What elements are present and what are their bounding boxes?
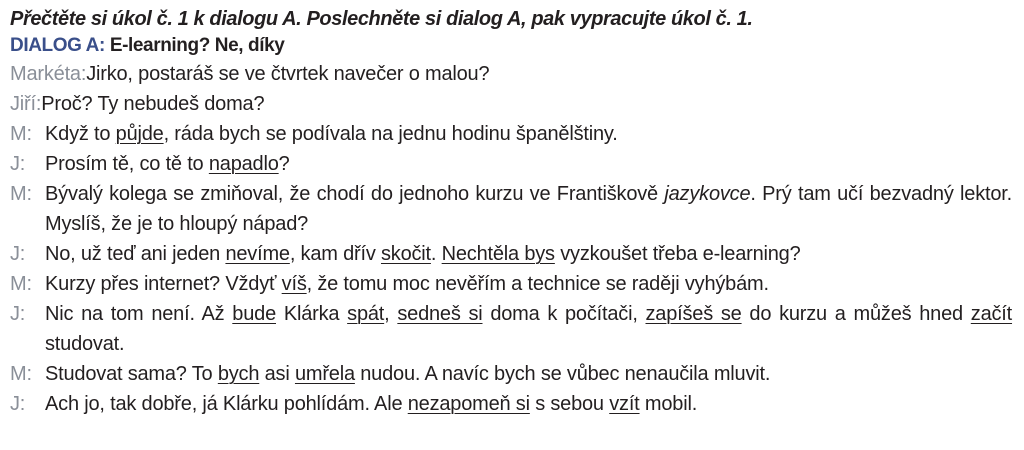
utterance <box>45 179 1012 239</box>
dialog-line <box>10 269 1012 299</box>
text-segment: , že tomu moc nevěřím a technice se raději vyhýbám. <box>306 273 769 295</box>
utterance <box>45 299 1012 359</box>
utterance <box>45 119 1012 149</box>
speaker-label: Markéta: <box>10 63 87 85</box>
utterance <box>45 359 1012 389</box>
dialog-line <box>10 179 1012 239</box>
underlined-word: nezapomeň si <box>407 393 530 415</box>
dialog-heading <box>10 32 1012 59</box>
dialog-line <box>10 299 1012 359</box>
utterance <box>86 59 1012 89</box>
text-segment: asi <box>259 363 295 385</box>
underlined-word: půjde <box>115 123 164 145</box>
text-segment: Klárka <box>276 303 348 325</box>
dialog-line <box>10 119 1012 149</box>
utterance <box>45 269 1012 299</box>
speaker-label: M: <box>10 123 32 145</box>
dialog-lines <box>10 59 1012 419</box>
text-segment: ? <box>278 153 290 175</box>
text-segment: Prosím tě, co tě to <box>45 153 209 175</box>
text-segment: Ach jo, tak dobře, já Klárku pohlídám. Ale <box>45 393 408 415</box>
text-segment: vyzkoušet třeba e-learning? <box>554 243 801 265</box>
underlined-word: bude <box>232 303 276 325</box>
text-segment: No, už teď ani jeden <box>45 243 226 265</box>
dialog-title: E-learning? Ne, díky <box>109 35 285 56</box>
utterance <box>45 389 1012 419</box>
dialog-line <box>10 359 1012 389</box>
speaker-label: J: <box>10 393 26 415</box>
underlined-word: sedneš si <box>397 303 483 325</box>
text-segment: mobil. <box>639 393 698 415</box>
speaker-label: Jiří: <box>10 93 42 115</box>
speaker-label: M: <box>10 363 32 385</box>
text-segment: doma k počítači, <box>482 303 646 325</box>
text-segment: Když to <box>45 123 116 145</box>
dialog-line <box>10 89 1012 119</box>
text-segment: . Prý tam učí bezvadný lektor. Myslíš, že je to hloupý nápad? <box>45 183 1012 235</box>
dialog-line <box>10 59 1012 89</box>
underlined-word: zapíšeš se <box>645 303 742 325</box>
text-segment: nudou. A navíc bych se vůbec nenaučila mluvit. <box>354 363 771 385</box>
text-segment: studovat. <box>45 333 125 355</box>
text-segment: Proč? Ty nebudeš doma? <box>41 93 265 115</box>
text-segment: Kurzy přes internet? Vždyť <box>45 273 282 295</box>
dialog-line <box>10 389 1012 419</box>
speaker-label: J: <box>10 243 26 265</box>
speaker-label: M: <box>10 183 32 205</box>
speaker-label: J: <box>10 153 26 175</box>
underlined-word: začít <box>970 303 1013 325</box>
underlined-word: bych <box>217 363 260 385</box>
text-segment: Nic na tom není. Až <box>45 303 233 325</box>
underlined-word: skočit <box>380 243 431 265</box>
underlined-word: spát <box>347 303 385 325</box>
underlined-word: napadlo <box>208 153 279 175</box>
underlined-word: víš <box>281 273 307 295</box>
text-segment: , <box>384 303 398 325</box>
underlined-word: Nechtěla bys <box>441 243 555 265</box>
text-segment: . <box>430 243 442 265</box>
underlined-word: vzít <box>609 393 640 415</box>
text-segment: Bývalý kolega se zmiňoval, že chodí do jednoho kurzu ve Františkově <box>45 183 665 205</box>
speaker-label: J: <box>10 303 26 325</box>
underlined-word: nevíme <box>225 243 290 265</box>
dialog-label: DIALOG A: <box>10 35 105 56</box>
text-segment: Jirko, postaráš se ve čtvrtek navečer o malou? <box>86 63 490 85</box>
italic-word: jazykovce <box>664 183 751 205</box>
speaker-label: M: <box>10 273 32 295</box>
utterance <box>41 89 1012 119</box>
text-segment: s sebou <box>529 393 610 415</box>
dialog-line <box>10 149 1012 179</box>
instruction: Přečtěte si úkol č. 1 k dialogu A. Poslechněte si dialog A, pak vypracujte úkol č. 1. <box>10 8 753 30</box>
underlined-word: umřela <box>294 363 355 385</box>
text-segment: , ráda bych se podívala na jednu hodinu španělštiny. <box>163 123 618 145</box>
dialog-line <box>10 239 1012 269</box>
text-segment: , kam dřív <box>289 243 381 265</box>
utterance <box>45 149 1012 179</box>
text-segment: do kurzu a můžeš hned <box>741 303 971 325</box>
utterance <box>45 239 1012 269</box>
text-segment: Studovat sama? To <box>45 363 218 385</box>
